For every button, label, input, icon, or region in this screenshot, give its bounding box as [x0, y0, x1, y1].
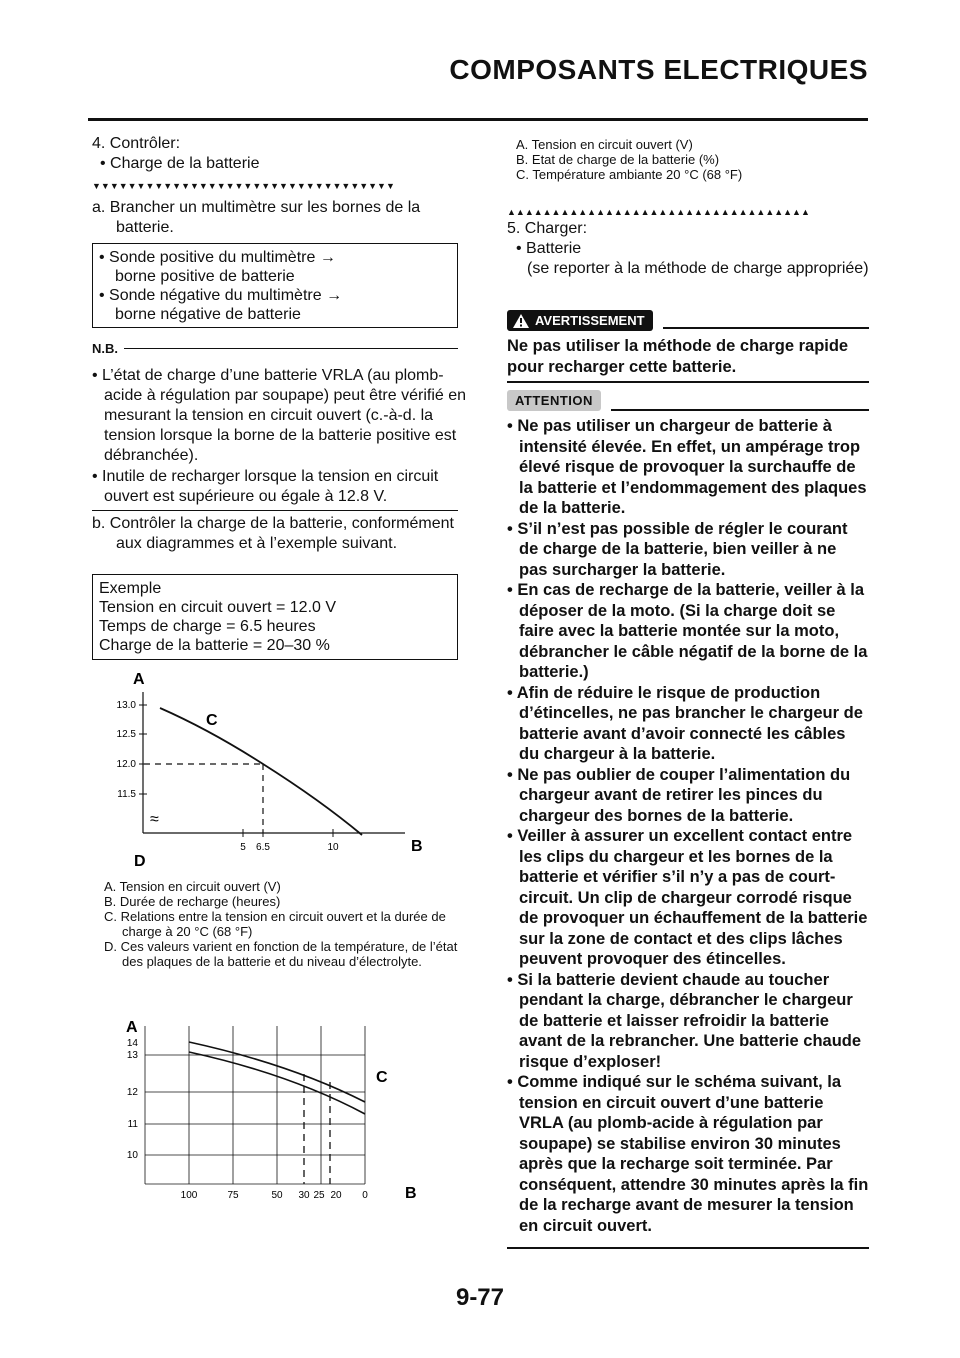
- chart2-label-b: B: [405, 1185, 417, 1202]
- attention-header: [507, 390, 869, 411]
- example-line-3: Charge de la batterie = 20–30 %: [99, 637, 330, 654]
- chart2-xtick-75: 75: [227, 1190, 239, 1201]
- voltage-vs-time-chart: [100, 668, 440, 868]
- chart2-grid: [145, 1026, 365, 1184]
- chart2-xtick-20: 20: [330, 1190, 342, 1201]
- chart1-ytick-1: 13.0: [116, 700, 136, 711]
- triangles-up: ▲▲▲▲▲▲▲▲▲▲▲▲▲▲▲▲▲▲▲▲▲▲▲▲▲▲▲▲▲▲▲▲▲▲: [507, 207, 810, 217]
- warning-text: Ne pas utiliser la méthode de charge rapide pour recharger cette batterie.: [507, 337, 849, 376]
- warning-end-rule: [507, 381, 869, 383]
- attention-item-4: • Afin de réduire le risque de production d’étincelles, ne pas brancher le chargeur de batterie avant d’avoir connecté les câbles du chargeur à la batterie.: [507, 683, 863, 763]
- probe-line-1: • Sonde positive du multimètre →: [99, 249, 336, 266]
- chart2-caption-b: B. Etat de charge de la batterie (%): [516, 152, 720, 167]
- chart2-xtick-0: 0: [362, 1190, 368, 1201]
- nb-item-2: • Inutile de recharger lorsque la tension en circuit ouvert est supérieure ou égale à 12.8 V.: [92, 468, 439, 505]
- step-4-item: • Charge de la batterie: [100, 155, 260, 172]
- example-line-1: Tension en circuit ouvert = 12.0 V: [99, 599, 337, 616]
- nb-header: [92, 341, 458, 356]
- voltage-vs-charge-chart: [100, 1012, 440, 1202]
- warning-header: [507, 310, 869, 331]
- example-box: [92, 574, 458, 660]
- chart2-xtick-50: 50: [271, 1190, 283, 1201]
- attention-item-7: • Si la batterie devient chaude au toucher pendant la charge, débrancher le chargeur de batterie et laisser refroidir la batterie avant de la rebrancher. Une batterie chaude risque d’exploser!: [507, 970, 862, 1071]
- attention-item-5: • Ne pas oublier de couper l’alimentation du chargeur avant de retirer les pinces du chargeur des bornes de la batterie.: [507, 765, 851, 825]
- attention-badge: ATTENTION: [507, 390, 601, 411]
- chart1-label-b: B: [411, 838, 423, 855]
- chart1-curve: [160, 708, 362, 835]
- chart2-label-a: A: [126, 1019, 138, 1036]
- chart2-ytick-11: 11: [127, 1119, 138, 1130]
- chart2-xtick-30: 30: [298, 1190, 310, 1201]
- probe-line-4: borne négative de batterie: [115, 306, 301, 323]
- attention-item-1: • Ne pas utiliser un chargeur de batterie à intensité élevée. En effet, un ampérage trop élevé risque de provoquer la surchauffe de la batterie et l’endommagement des plaques de la batterie.: [507, 417, 867, 517]
- nb-label: N.B.: [92, 341, 118, 356]
- step-b: b. Contrôler la charge de la batterie, conformément aux diagrammes et à l’exemple suivant.: [92, 515, 454, 552]
- page-title: COMPOSANTS ELECTRIQUES: [449, 54, 868, 85]
- chart2-xtick-100: 100: [180, 1190, 198, 1201]
- warning-label: AVERTISSEMENT: [535, 313, 645, 328]
- chart1-caption-a: A. Tension en circuit ouvert (V): [104, 879, 281, 894]
- step-5-item: • Batterie: [516, 240, 582, 257]
- example-title: Exemple: [99, 580, 162, 597]
- attention-end-rule: [507, 1247, 869, 1249]
- chart2-xtick-25: 25: [313, 1190, 325, 1201]
- chart1-label-c: C: [206, 712, 218, 729]
- chart1-ytick-2: 12.5: [116, 729, 136, 740]
- attention-item-6: • Veiller à assurer un excellent contact entre les clips du chargeur et les bornes de la batterie et vérifier s’il n’y a pas de court-circuit. Un clip de chargeur corrodé risque de provoquer un échauffement de la batterie sur la zone de contact et des clips lâches peuvent provoquer des étincelles.: [507, 827, 868, 968]
- page-number: 9-77: [455, 1284, 505, 1311]
- chart2-ytick-12: 12: [126, 1087, 138, 1098]
- chart2-caption-a: A. Tension en circuit ouvert (V): [516, 137, 693, 152]
- attention-item-2: • S’il n’est pas possible de régler le courant de charge de la batterie, bien veiller à ne pas surcharger la batterie.: [507, 519, 848, 579]
- chart1-caption-d: D. Ces valeurs varient en fonction de la température, de l’état des plaques de la batterie et du niveau d’électrolyte.: [104, 939, 458, 969]
- header-rule: [88, 118, 868, 121]
- probe-line-2: borne positive de batterie: [115, 268, 295, 285]
- chart2-ytick-14: 14: [126, 1038, 138, 1049]
- chart1-break-mark: ≈: [150, 811, 159, 828]
- chart1-label-d: D: [134, 853, 146, 868]
- step-5-note: (se reporter à la méthode de charge appropriée): [527, 260, 869, 277]
- chart2-caption-c: C. Température ambiante 20 °C (68 °F): [516, 167, 743, 182]
- probe-box: [92, 243, 458, 328]
- chart2-ytick-10: 10: [126, 1150, 138, 1161]
- attention-list: [507, 416, 869, 1236]
- step-a: a. Brancher un multimètre sur les bornes de la batterie.: [92, 199, 421, 236]
- chart1-label-a: A: [133, 671, 145, 688]
- chart1-xtick-3: 10: [327, 842, 339, 853]
- step-5: 5. Charger:: [507, 220, 588, 237]
- probe-line-3: • Sonde négative du multimètre →: [99, 287, 343, 304]
- chart2-ytick-13: 13: [126, 1050, 138, 1061]
- chart1-xtick-1: 5: [240, 842, 246, 853]
- nb-item-1: • L’état de charge d’une batterie VRLA (au plomb-acide à régulation par soupape) peut être vérifié en mesurant la tension en circuit ouvert (c.-à-d. la tension lorsque la borne de la batterie positive est débranchée).: [92, 367, 467, 464]
- step-4: 4. Contrôler:: [92, 135, 181, 152]
- attention-item-3: • En cas de recharge de la batterie, veiller à la déposer de la moto. (Si la charge doit se faire avec la batterie montée sur la moto, débrancher le câble négatif de la borne de la batterie.): [507, 581, 868, 681]
- chart1-xtick-2: 6.5: [256, 842, 270, 853]
- chart2-caption: [516, 137, 868, 182]
- attention-item-8: • Comme indiqué sur le schéma suivant, la tension en circuit ouvert d’une batterie VRLA (au plomb-acide à régulation par soupape) se stabilise environ 30 minutes après que la recharge soit terminée. Par conséquent, attendre 30 minutes après la fin de la recharge avant de mesurer la tension en circuit ouvert.: [507, 1073, 869, 1235]
- example-line-2: Temps de charge = 6.5 heures: [99, 618, 316, 635]
- chart1-ytick-3: 12.0: [116, 759, 136, 770]
- warning-badge: [507, 310, 653, 331]
- triangles-down: ▼▼▼▼▼▼▼▼▼▼▼▼▼▼▼▼▼▼▼▼▼▼▼▼▼▼▼▼▼▼▼▼▼▼: [92, 181, 395, 191]
- warning-triangle-icon: [513, 314, 529, 328]
- nb-end-rule: [92, 510, 458, 511]
- chart1-caption-b: B. Durée de recharge (heures): [104, 894, 281, 909]
- chart2-label-c: C: [376, 1069, 388, 1086]
- chart1-ytick-4: 11.5: [117, 789, 136, 800]
- chart1-caption-c: C. Relations entre la tension en circuit ouvert et la durée de charge à 20 °C (68 °F): [104, 909, 446, 939]
- chart1-caption: [104, 879, 458, 969]
